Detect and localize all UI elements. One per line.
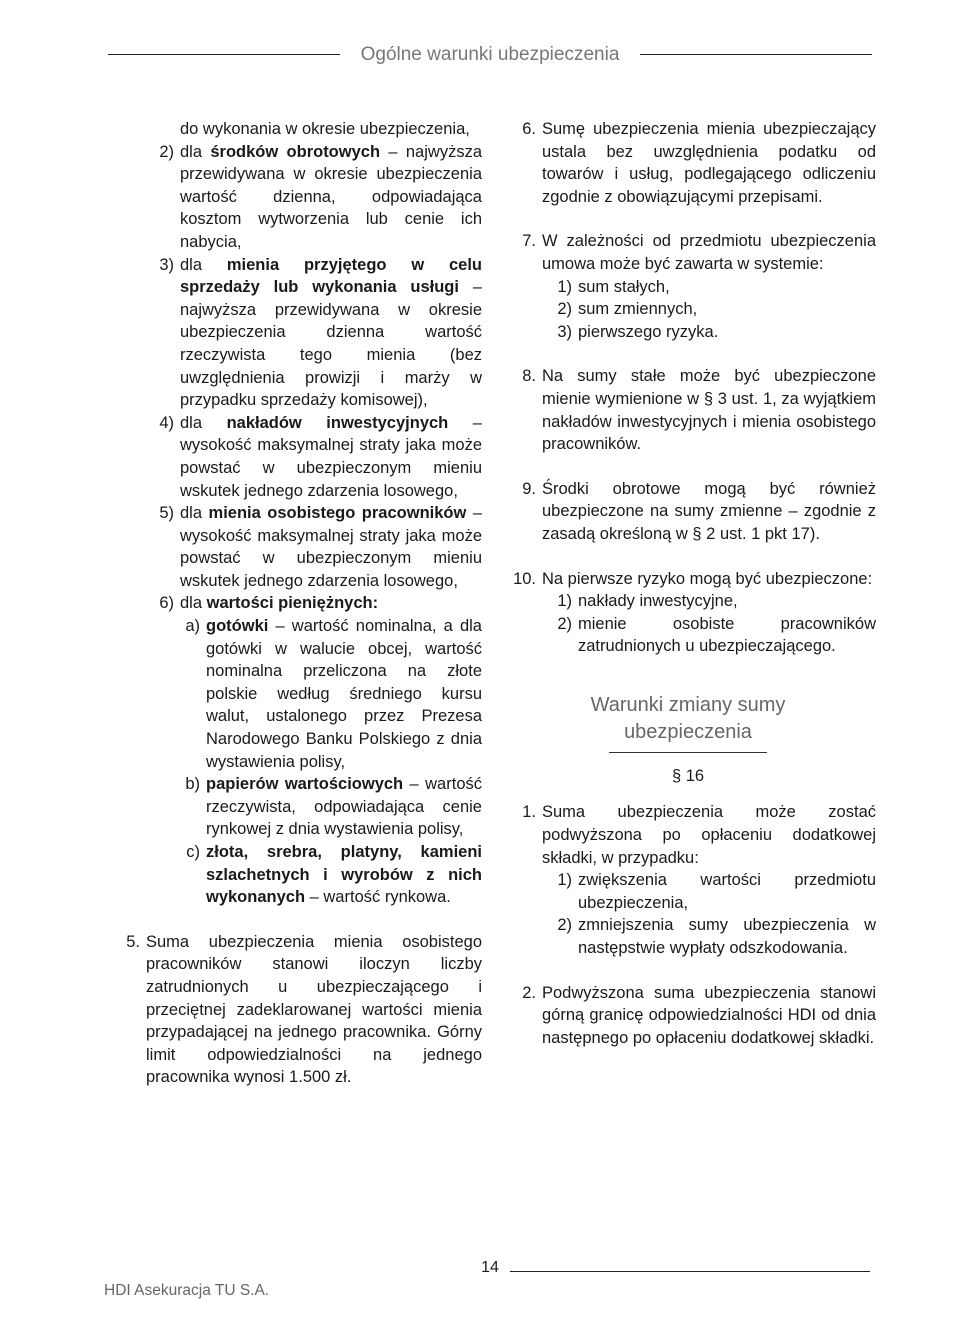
list-item: 3) dla mienia przyjętego w celu sprzedaży lub wykonania usługi – najwyższa przewidywana w okresie ubezpieczenia dzienna wartość rzeczywista tego mienia (bez uwzględnienia prowizji i marży w przypadku sprzedaży komisowej), (159, 255, 482, 410)
footer-rule (470, 1271, 870, 1272)
header-title: Ogólne warunki ubezpieczenia (360, 44, 620, 65)
header-rule-right (640, 54, 872, 55)
sub-list-item: 1) sum stałych, (557, 277, 670, 296)
sub-list-item: 2) sum zmiennych, (557, 300, 698, 319)
sub-list-item: 1) zwiększenia wartości przedmiotu ubezpieczenia, (557, 871, 876, 912)
sub-list-item: 1) nakłady inwestycyjne, (557, 592, 738, 611)
sub-list-item: a) gotówki – wartość nominalna, a dla gotówki w walucie obcej, wartość nominalna przeliczona na złote polskie według średniego kursu walut, ustalonego przez Prezesa Narodowego Banku Polskiego z dnia wystawienia polisy, (185, 617, 482, 771)
paragraph-item: 10. Na pierwsze ryzyko mogą być ubezpieczone: (513, 569, 873, 588)
sub-list-item: c) złota, srebra, platyny, kamieni szlachetnych i wyrobów z nich wykonanych – wartość rynkowa. (186, 843, 482, 907)
right-column (500, 118, 876, 1049)
continued-text: do wykonania w okresie ubezpieczenia, (180, 120, 470, 138)
header-rule-left (108, 54, 340, 55)
company-name: HDI Asekuracja TU S.A. (104, 1282, 270, 1299)
list-item: 5) dla mienia osobistego pracowników – wysokość maksymalnej straty jaka może powstać w ubezpieczonym mieniu wskutek jednego zdarzenia losowego, (159, 504, 483, 590)
paragraph-item: 8. Na sumy stałe może być ubezpieczone mienie wymienione w § 3 ust. 1, za wyjątkiem nakładów inwestycyjnych i mienia osobistego pracowników. (522, 367, 876, 454)
section-title-underline (609, 752, 767, 753)
paragraph-number: § 16 (671, 766, 705, 785)
sub-list-item: 2) zmniejszenia sumy ubezpieczenia w następstwie wypłaty odszkodowania. (557, 916, 876, 958)
paragraph-item: 2. Podwyższona suma ubezpieczenia stanowi górną granicę odpowiedzialności HDI od dnia następnego po opłaceniu dodatkowej składki. (522, 983, 876, 1047)
sub-list-item: 3) pierwszego ryzyka. (557, 322, 719, 341)
paragraph-item: 5. Suma ubezpieczenia mienia osobistego pracowników stanowi iloczyn liczby zatrudnionych u ubezpieczającego i przeciętnej zadeklarowanej wartości mienia przypadającej na jednego pracownika. Górny limit odpowiedzialności na jednego pracownika wynosi 1.500 zł. (126, 932, 482, 1087)
section-title: Warunki zmiany sumy ubezpieczenia (590, 693, 786, 743)
list-item: 4) dla nakładów inwestycyjnych – wysokość maksymalnej straty jaka może powstać w ubezpieczonym mieniu wskutek jednego zdarzenia losowego, (159, 413, 482, 500)
paragraph-item: 9. Środki obrotowe mogą być również ubezpieczone na sumy zmienne – zgodnie z zasadą określoną w § 2 ust. 1 pkt 17). (522, 479, 876, 543)
sub-list-item: 2) mienie osobiste pracowników zatrudnionych u ubezpieczającego. (557, 614, 876, 656)
paragraph-item: 7. W zależności od przedmiotu ubezpieczenia umowa może być zawarta w systemie: (522, 232, 876, 273)
left-column (100, 118, 482, 1089)
list-item: 6) dla wartości pieniężnych: (159, 594, 379, 613)
list-item (100, 118, 482, 141)
paragraph-item: 6. Sumę ubezpieczenia mienia ubezpieczający ustala bez uwzględnienia podatku od towarów i usług, podlegającego odliczeniu zgodnie z obowiązującymi przepisami. (522, 120, 876, 206)
page-number: 14 (470, 1259, 510, 1277)
sub-list-item: b) papierów wartościowych – wartość rzeczywista, odpowiadająca cenie rynkowej z dnia wystawienia polisy, (185, 775, 482, 839)
paragraph-item: 1. Suma ubezpieczenia może zostać podwyższona po opłaceniu dodatkowej składki, w przypadku: (522, 803, 876, 867)
list-item: 2) dla środków obrotowych – najwyższa przewidywana w okresie ubezpieczenia wartość dzienna, odpowiadająca kosztom wytworzenia lub cenie ich nabycia, (159, 142, 482, 251)
